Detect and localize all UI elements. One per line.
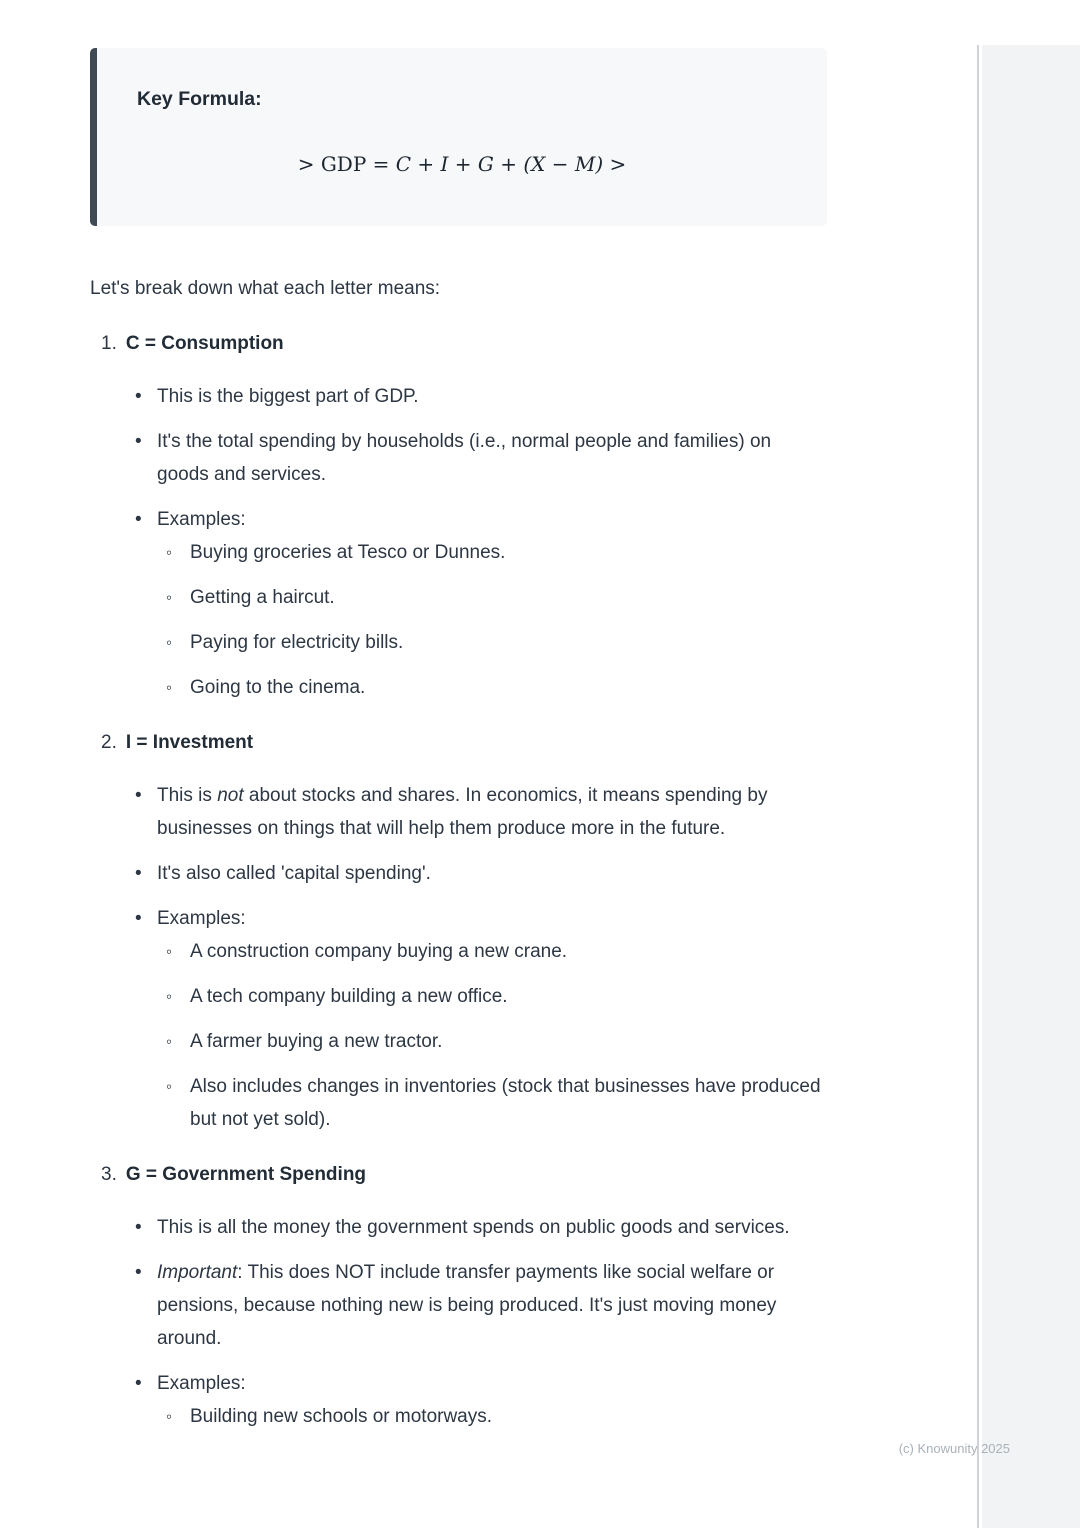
list-item-text: Important: This does NOT include transfer payments like social welfare or pensions, because nothing new is being produced. It's just moving money around. (157, 1262, 777, 1349)
sub-list-item (166, 536, 827, 569)
list-item-text: This is all the money the government spends on public goods and services. (157, 1217, 790, 1238)
bullet-icon (135, 1367, 157, 1400)
key-formula-callout (90, 48, 827, 226)
section-number: 2. (101, 732, 117, 753)
sub-list-item-text: A tech company building a new office. (190, 986, 508, 1007)
list-item (135, 380, 827, 413)
sub-list-item-text: Buying groceries at Tesco or Dunnes. (190, 542, 506, 563)
section-number: 3. (101, 1164, 117, 1185)
circle-bullet-icon (166, 935, 190, 968)
sub-list-item (166, 581, 827, 614)
list-item-text: Examples: (157, 509, 246, 530)
sub-list-item (166, 671, 827, 704)
list-item-text: It's also called 'capital spending'. (157, 863, 431, 884)
bullet-icon (135, 1256, 157, 1289)
copyright-watermark: (c) Knowunity 2025 (898, 1441, 1010, 1456)
circle-bullet-icon (166, 581, 190, 614)
bullet-icon (135, 857, 157, 890)
section-number: 1. (101, 333, 117, 354)
list-item-text: It's the total spending by households (i.e., normal people and families) on goods and services. (157, 431, 772, 485)
section-heading-government-spending (101, 1158, 827, 1191)
circle-bullet-icon (166, 536, 190, 569)
bullet-icon (135, 779, 157, 812)
circle-bullet-icon (166, 1070, 190, 1103)
list-item-text: This is the biggest part of GDP. (157, 386, 419, 407)
bullet-icon (135, 503, 157, 536)
list-item (135, 1211, 827, 1244)
sub-list-item (166, 980, 827, 1013)
bullet-icon (135, 902, 157, 935)
sub-list-item-text: Going to the cinema. (190, 677, 366, 698)
list-item (135, 1256, 827, 1355)
sub-list-item (166, 935, 827, 968)
list-item-text: This is not about stocks and shares. In economics, it means spending by businesses on things that will help them produce more in the future. (157, 785, 768, 839)
list-item (135, 1367, 827, 1400)
sub-list-item-text: Getting a haircut. (190, 587, 335, 608)
list-item (135, 503, 827, 536)
document-content (90, 48, 827, 1433)
formula-prefix: > GDP = (297, 152, 396, 176)
sub-list-item-text: A farmer buying a new tractor. (190, 1031, 443, 1052)
sub-list-item (166, 1400, 827, 1433)
section-title: G = Government Spending (125, 1164, 367, 1185)
section-title: C = Consumption (125, 333, 284, 354)
gdp-formula (137, 150, 787, 178)
callout-title: Key Formula: (137, 88, 262, 110)
section-title: I = Investment (125, 732, 254, 753)
list-item (135, 425, 827, 491)
list-item-text: Examples: (157, 908, 246, 929)
list-item (135, 902, 827, 935)
formula-variables: C + I + G + (X − M) (395, 152, 604, 176)
sub-list-item (166, 1025, 827, 1058)
bullet-icon (135, 425, 157, 458)
circle-bullet-icon (166, 1025, 190, 1058)
circle-bullet-icon (166, 671, 190, 704)
section-heading-investment (101, 726, 827, 759)
sub-list-item-text: Also includes changes in inventories (stock that businesses have produced but not yet sold). (190, 1076, 821, 1130)
list-item-text: Examples: (157, 1373, 246, 1394)
formula-suffix: > (603, 152, 627, 176)
sub-list-item-text: Building new schools or motorways. (190, 1406, 493, 1427)
sub-list-item (166, 1070, 827, 1136)
bullet-icon (135, 1211, 157, 1244)
page-edge-divider (977, 45, 979, 1528)
circle-bullet-icon (166, 626, 190, 659)
list-item (135, 857, 827, 890)
sub-list-item-text: Paying for electricity bills. (190, 632, 404, 653)
sub-list-item-text: A construction company buying a new crane. (190, 941, 568, 962)
section-heading-consumption (101, 327, 827, 360)
circle-bullet-icon (166, 1400, 190, 1433)
circle-bullet-icon (166, 980, 190, 1013)
page-side-gutter (982, 45, 1080, 1528)
bullet-icon (135, 380, 157, 413)
list-item (135, 779, 827, 845)
sub-list-item (166, 626, 827, 659)
intro-paragraph: Let's break down what each letter means: (90, 278, 441, 299)
